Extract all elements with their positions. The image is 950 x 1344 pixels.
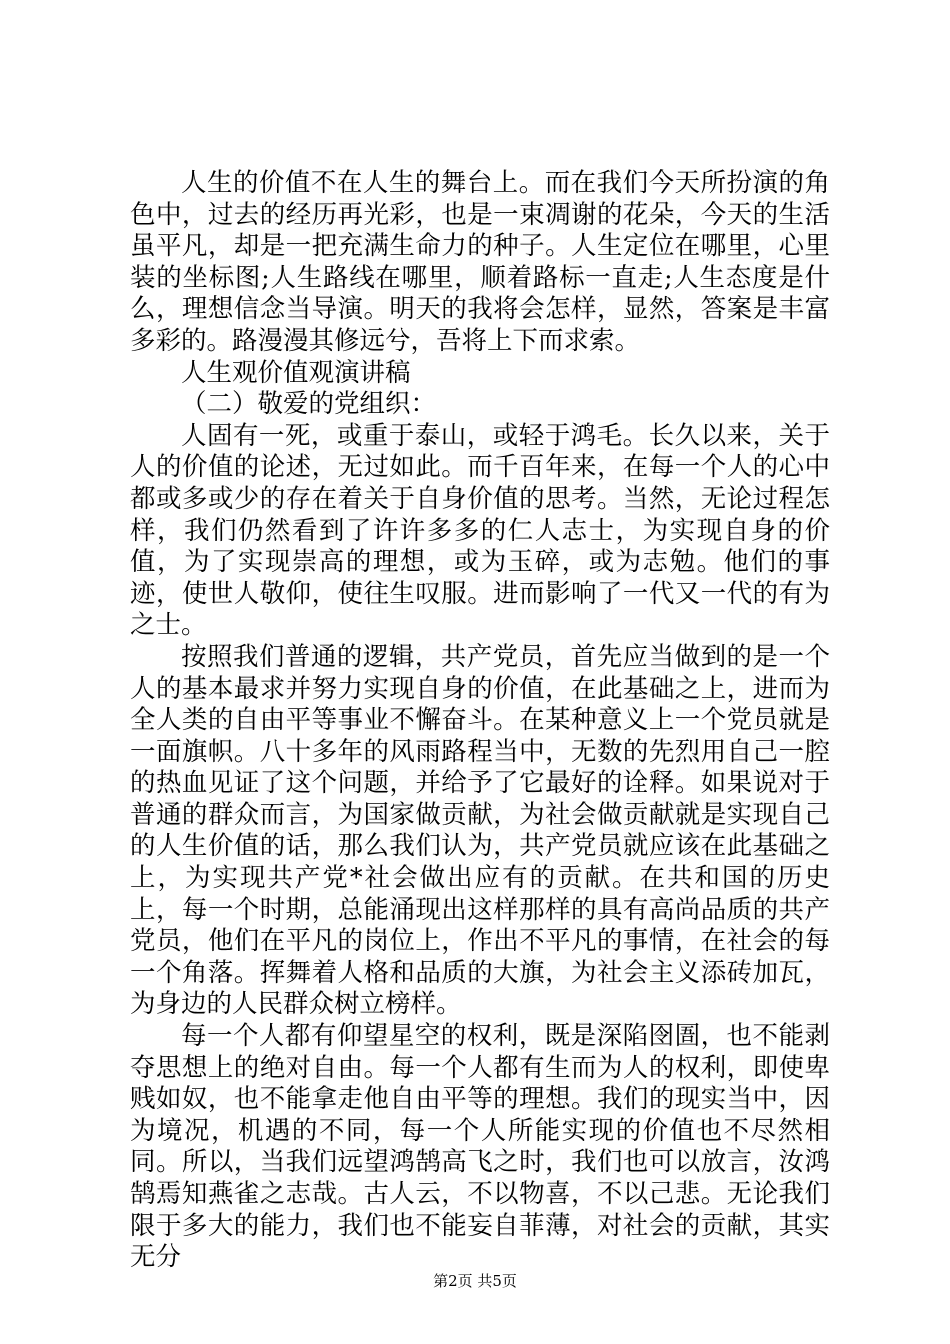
document-body [130, 168, 830, 1274]
paragraph-1: 人生的价值不在人生的舞台上。而在我们今天所扮演的角色中，过去的经历再光彩，也是一束凋谢的花朵，今天的生活虽平凡，却是一把充满生命力的种子。人生定位在哪里，心里装的坐标图;人生路线在哪里，顺着路标一直走;人生态度是什么，理想信念当导演。明天的我将会怎样，显然，答案是丰富多彩的。路漫漫其修远兮，吾将上下而求索。 [130, 168, 830, 356]
page-footer: 第2页 共5页 [433, 1272, 517, 1290]
paragraph-4: 每一个人都有仰望星空的权利，既是深陷囹圄，也不能剥夺思想上的绝对自由。每一个人都有生而为人的权利，即使卑贱如奴，也不能拿走他自由平等的理想。我们的现实当中，因为境况，机遇的不同，每一个人所能实现的价值也不尽然相同。所以，当我们远望鸿鹄高飞之时，我们也可以放言，汝鸿鹄焉知燕雀之志哉。古人云，不以物喜，不以己悲。无论我们限于多大的能力，我们也不能妄自菲薄，对社会的贡献，其实无分 [130, 1021, 830, 1273]
paragraph-salutation: （二）敬爱的党组织： [181, 389, 437, 420]
paragraph-2: 人固有一死，或重于泰山，或轻于鸿毛。长久以来，关于人的价值的论述，无过如此。而千百年来，在每一个人的心中都或多或少的存在着关于自身价值的思考。当然，无论过程怎样，我们仍然看到了许许多多的仁人志士，为实现自身的价值，为了实现崇高的理想，或为玉碎，或为志勉。他们的事迹，使世人敬仰，使往生叹服。进而影响了一代又一代的有为之士。 [130, 420, 830, 641]
paragraph-3: 按照我们普通的逻辑，共产党员，首先应当做到的是一个人的基本最求并努力实现自身的价值，在此基础之上，进而为全人类的自由平等事业不懈奋斗。在某种意义上一个党员就是一面旗帜。八十多年的风雨路程当中，无数的先烈用自己一腔的热血见证了这个问题，并给予了它最好的诠释。如果说对于普通的群众而言，为国家做贡献，为社会做贡献就是实现自己的人生价值的话，那么我们认为，共产党员就应该在此基础之上，为实现共产党*社会做出应有的贡献。在共和国的历史上，每一个时期，总能涌现出这样那样的具有高尚品质的共产党员，他们在平凡的岗位上，作出不平凡的事情，在社会的每一个角落。挥舞着人格和品质的大旗，为社会主义添砖加瓦，为身边的人民群众树立榜样。 [130, 641, 830, 1020]
paragraph-title: 人生观价值观演讲稿 [181, 357, 411, 388]
